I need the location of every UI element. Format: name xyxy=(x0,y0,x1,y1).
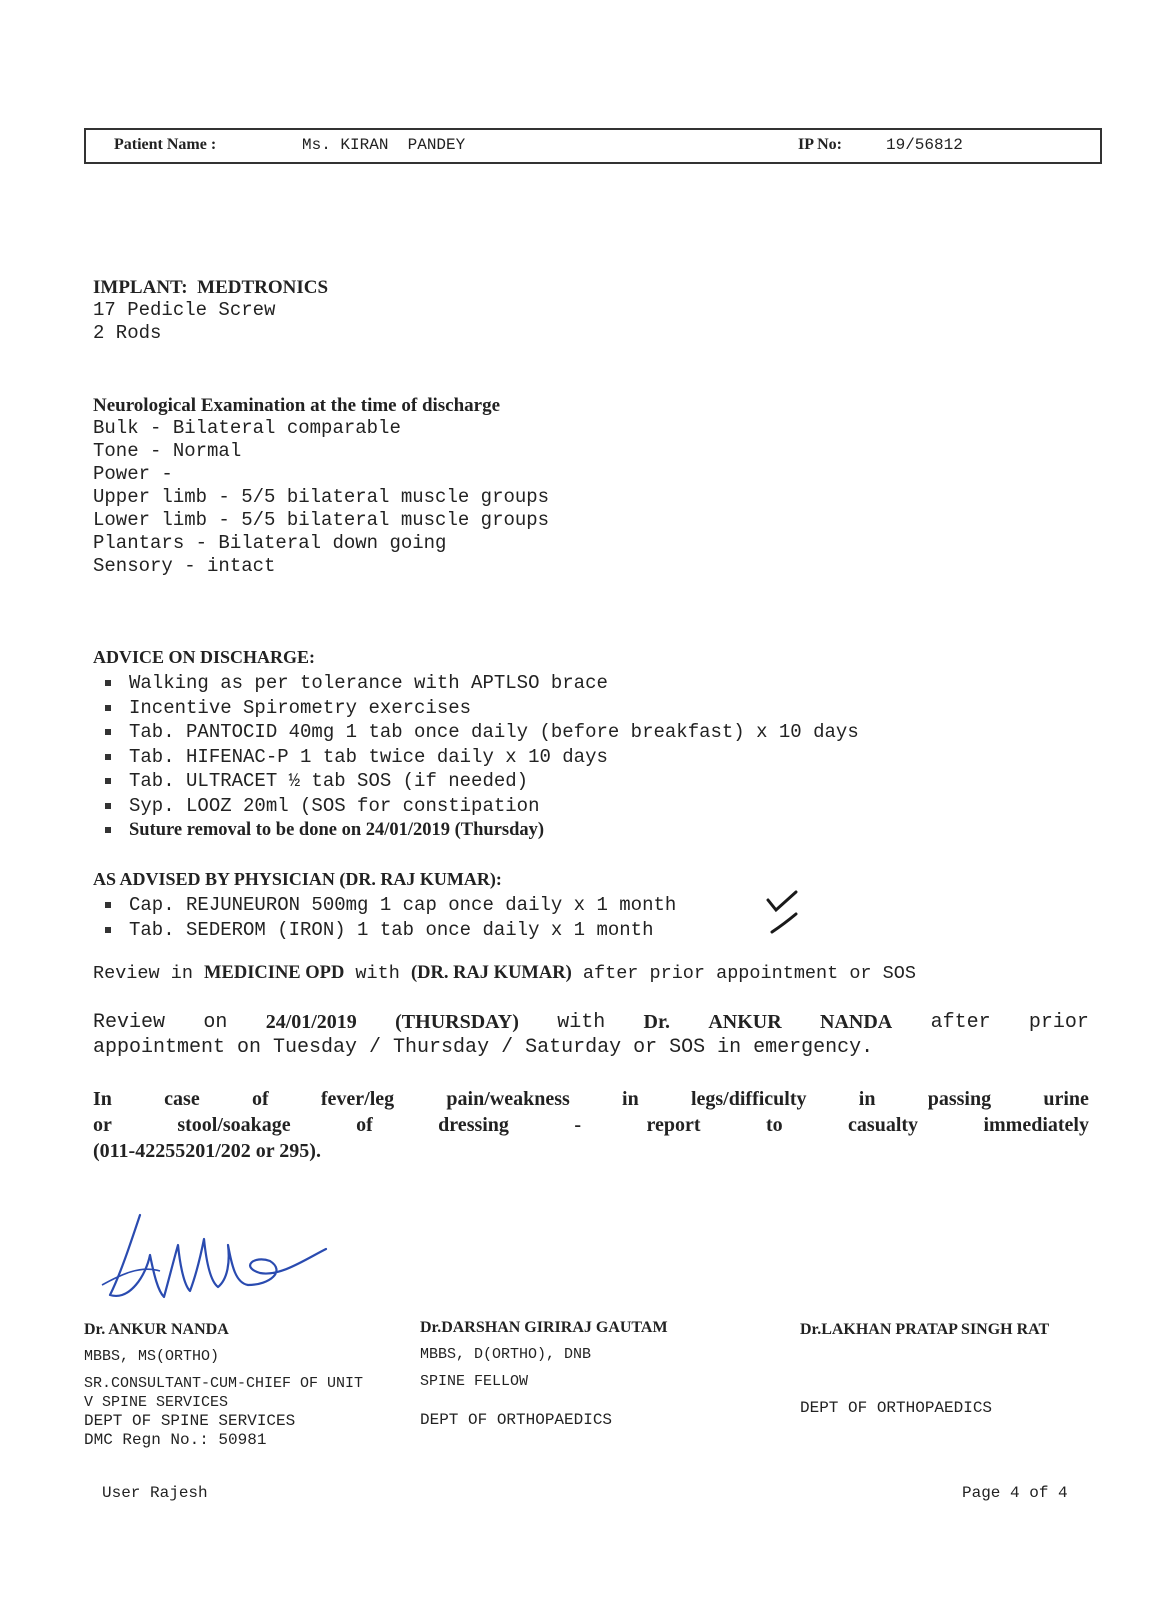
doctor-line: V SPINE SERVICES xyxy=(84,1394,229,1411)
warning-word: of xyxy=(251,1088,269,1110)
neuro-line: Tone - Normal xyxy=(93,440,242,462)
review-dr: Dr. xyxy=(643,1011,671,1033)
warning-word: urine xyxy=(1043,1088,1089,1110)
neuro-line: Bulk - Bilateral comparable xyxy=(93,417,401,439)
implant-title: IMPLANT: MEDTRONICS xyxy=(93,277,329,298)
review-date: 24/01/2019 xyxy=(265,1011,357,1033)
warning-word: stool/soakage xyxy=(177,1114,291,1136)
review-word: after xyxy=(930,1011,991,1034)
physician-section xyxy=(93,868,676,942)
warning-word: In xyxy=(93,1088,112,1110)
footer-page: Page 4 of 4 xyxy=(962,1484,1068,1502)
doctor-line: DEPT OF SPINE SERVICES xyxy=(84,1412,296,1430)
review-day: (THURSDAY) xyxy=(395,1011,519,1033)
tick-mark-icon xyxy=(766,888,806,938)
warning-word: report xyxy=(646,1114,701,1136)
implant-line: 2 Rods xyxy=(93,322,162,344)
patient-name-label: Patient Name : xyxy=(114,136,217,153)
warning-word: in xyxy=(622,1088,639,1110)
patient-name: Ms. KIRAN PANDEY xyxy=(302,136,466,154)
neuro-title: Neurological Examination at the time of discharge xyxy=(93,395,501,416)
neuro-section xyxy=(93,394,549,578)
doctor-block-3 xyxy=(800,1320,1049,1418)
neuro-line: Lower limb - 5/5 bilateral muscle groups xyxy=(93,509,550,531)
doctor-block-1 xyxy=(84,1320,363,1450)
physician-title: AS ADVISED BY PHYSICIAN (DR. RAJ KUMAR): xyxy=(93,869,502,889)
advice-item: Tab. ULTRACET ½ tab SOS (if needed) xyxy=(87,769,859,794)
advice-item: Tab. HIFENAC-P 1 tab twice daily x 10 days xyxy=(87,745,859,770)
warning-word: casualty xyxy=(848,1114,919,1136)
doctor-line: DEPT OF ORTHOPAEDICS xyxy=(420,1411,613,1429)
neuro-line: Upper limb - 5/5 bilateral muscle groups xyxy=(93,486,550,508)
review-word: with xyxy=(557,1011,606,1034)
footer-user: User Rajesh xyxy=(102,1484,208,1502)
warning-word: or xyxy=(93,1114,112,1136)
patient-header xyxy=(84,128,1102,164)
review-medicine-line xyxy=(93,963,916,984)
doctor-block-2 xyxy=(420,1318,668,1430)
advice-section xyxy=(93,646,859,843)
doctor-line: SPINE FELLOW xyxy=(420,1373,529,1390)
review-ortho xyxy=(93,1010,1089,1060)
review-medicine-opd: MEDICINE OPD xyxy=(204,963,345,983)
review-medicine-mid: with xyxy=(344,963,411,984)
warning-word: - xyxy=(574,1114,582,1136)
advice-item: Tab. PANTOCID 40mg 1 tab once daily (before breakfast) x 10 days xyxy=(87,720,859,745)
ip-number: 19/56812 xyxy=(886,136,963,154)
review-medicine-post: after prior appointment or SOS xyxy=(571,963,916,984)
warning-word: fever/leg xyxy=(320,1088,395,1110)
review-dr-first: ANKUR xyxy=(708,1011,782,1033)
advice-title: ADVICE ON DISCHARGE: xyxy=(93,647,316,667)
warning-word: legs/difficulty xyxy=(690,1088,807,1110)
neuro-line: Power - xyxy=(93,463,173,485)
warning-word: in xyxy=(858,1088,876,1110)
review-word: Review xyxy=(93,1011,166,1034)
warning-notice xyxy=(93,1086,1089,1164)
doctor-name: Dr.DARSHAN GIRIRAJ GAUTAM xyxy=(420,1319,668,1336)
doctor-line: MBBS, D(ORTHO), DNB xyxy=(420,1346,592,1363)
doctor-line: SR.CONSULTANT-CUM-CHIEF OF UNIT xyxy=(84,1375,364,1392)
review-line2: appointment on Tuesday / Thursday / Saturday or SOS in emergency. xyxy=(93,1036,874,1059)
review-word: on xyxy=(203,1011,228,1034)
warning-word: passing xyxy=(927,1088,992,1110)
doctor-line: MBBS, MS(ORTHO) xyxy=(84,1348,220,1365)
review-dr-last: NANDA xyxy=(820,1011,893,1033)
warning-word: dressing xyxy=(438,1114,509,1136)
warning-word: immediately xyxy=(983,1114,1089,1136)
warning-word: pain/weakness xyxy=(446,1088,570,1110)
review-medicine-doctor: (DR. RAJ KUMAR) xyxy=(410,963,572,983)
advice-item: Syp. LOOZ 20ml (SOS for constipation xyxy=(87,794,859,819)
implant-section xyxy=(93,276,328,345)
warning-word: case xyxy=(164,1088,200,1110)
advice-item: Walking as per tolerance with APTLSO brace xyxy=(87,671,859,696)
doctor-line: DMC Regn No.: 50981 xyxy=(84,1431,267,1449)
advice-item: Incentive Spirometry exercises xyxy=(87,696,859,721)
physician-item: Cap. REJUNEURON 500mg 1 cap once daily x 1 month xyxy=(87,893,676,918)
casualty-phone: (011-42255201/202 or 295). xyxy=(93,1140,321,1162)
ip-label: IP No: xyxy=(798,136,842,153)
warning-word: of xyxy=(356,1114,373,1136)
doctor-line: DEPT OF ORTHOPAEDICS xyxy=(800,1399,993,1417)
warning-word: to xyxy=(765,1114,783,1136)
review-medicine-pre: Review in xyxy=(93,963,205,984)
doctor-name: Dr. ANKUR NANDA xyxy=(84,1321,229,1338)
doctor-name: Dr.LAKHAN PRATAP SINGH RAT xyxy=(800,1321,1050,1338)
neuro-line: Plantars - Bilateral down going xyxy=(93,532,447,554)
physician-item: Tab. SEDEROM (IRON) 1 tab once daily x 1 month xyxy=(87,918,676,943)
signature-icon xyxy=(100,1205,340,1315)
implant-line: 17 Pedicle Screw xyxy=(93,299,276,321)
neuro-line: Sensory - intact xyxy=(93,555,276,577)
review-word: prior xyxy=(1028,1011,1089,1034)
suture-removal-item: Suture removal to be done on 24/01/2019 (Thursday) xyxy=(87,818,859,843)
